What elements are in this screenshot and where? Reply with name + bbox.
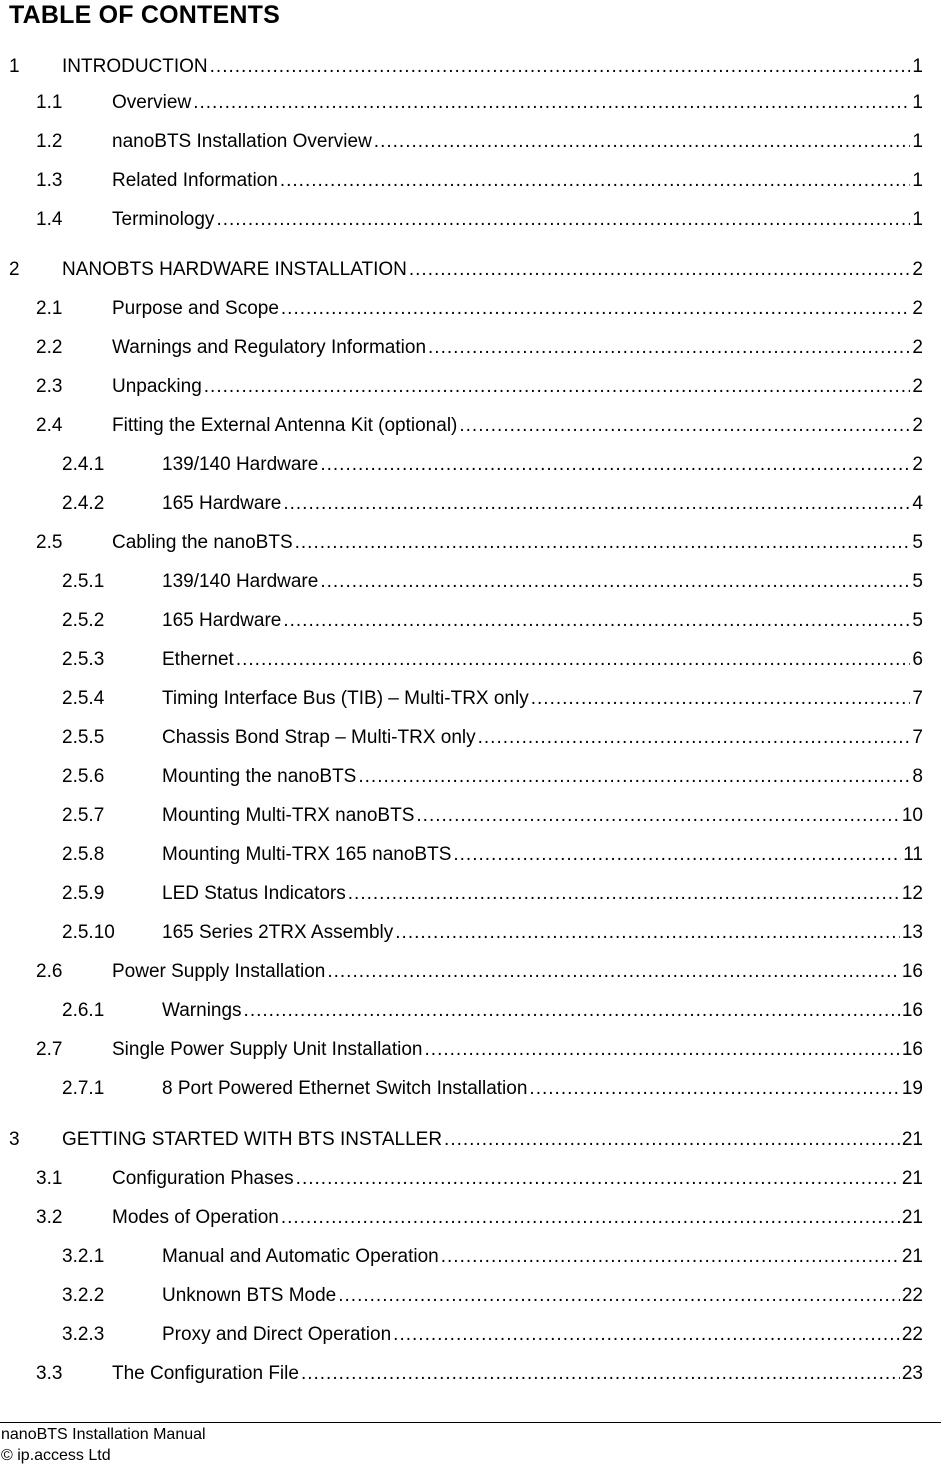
toc-entry-page-number: 12 (901, 883, 923, 904)
toc-entry-title: INTRODUCTION (62, 56, 208, 77)
toc-entry-title: nanoBTS Installation Overview (112, 131, 372, 152)
toc-entry[interactable] (0, 1363, 941, 1389)
toc-entry-title: Mounting Multi-TRX nanoBTS (162, 805, 415, 826)
toc-dot-leader (301, 1363, 900, 1385)
toc-entry-title: Ethernet (162, 649, 234, 670)
toc-dot-leader (428, 337, 910, 359)
toc-entry-title: 8 Port Powered Ethernet Switch Installation (162, 1078, 528, 1099)
toc-entry-number: 1.2 (36, 131, 63, 152)
toc-entry[interactable] (0, 1039, 941, 1065)
toc-entry[interactable] (0, 131, 941, 157)
toc-entry-number: 2.5.3 (62, 649, 105, 670)
toc-entry-title: Purpose and Scope (112, 298, 279, 319)
toc-entry-number: 3.2.2 (62, 1285, 105, 1306)
footer-document-title: nanoBTS Installation Manual (1, 1426, 206, 1443)
toc-dot-leader (320, 454, 910, 476)
toc-entry[interactable] (0, 1324, 941, 1350)
toc-entry-title: Modes of Operation (112, 1207, 279, 1228)
toc-entry-page-number: 7 (912, 688, 923, 709)
toc-entry-title: Overview (112, 92, 192, 113)
toc-dot-leader (216, 209, 910, 231)
toc-entry-title: Fitting the External Antenna Kit (optional) (112, 415, 458, 436)
toc-entry-number: 1 (9, 56, 20, 77)
toc-dot-leader (210, 56, 911, 78)
toc-entry[interactable] (0, 1207, 941, 1233)
toc-entry-page-number: 8 (912, 766, 923, 787)
toc-entry-page-number: 1 (912, 92, 923, 113)
toc-dot-leader (531, 688, 911, 710)
toc-entry-number: 2.5.5 (62, 727, 105, 748)
toc-entry-page-number: 23 (901, 1363, 923, 1384)
toc-entry[interactable] (0, 571, 941, 597)
toc-entry-page-number: 21 (901, 1129, 923, 1150)
toc-entry-title: Manual and Automatic Operation (162, 1246, 439, 1267)
footer-divider (0, 1422, 941, 1423)
toc-dot-leader (338, 1285, 900, 1307)
toc-entry-title: Mounting Multi-TRX 165 nanoBTS (162, 844, 452, 865)
toc-entry[interactable] (0, 259, 941, 285)
toc-entry-number: 2.1 (36, 298, 63, 319)
toc-dot-leader (416, 805, 899, 827)
toc-entry-number: 2.5.2 (62, 610, 105, 631)
toc-entry-page-number: 19 (901, 1078, 923, 1099)
toc-entry-page-number: 1 (912, 170, 923, 191)
toc-dot-leader (478, 727, 911, 749)
toc-entry-page-number: 1 (912, 131, 923, 152)
toc-entry-page-number: 2 (912, 337, 923, 358)
toc-entry-number: 2.4 (36, 415, 63, 436)
toc-entry-page-number: 2 (912, 298, 923, 319)
toc-entry[interactable] (0, 883, 941, 909)
toc-entry-title: GETTING STARTED WITH BTS INSTALLER (62, 1129, 443, 1150)
toc-entry-number: 2.5.4 (62, 688, 105, 709)
toc-dot-leader (244, 1000, 900, 1022)
toc-entry-title: Single Power Supply Unit Installation (112, 1039, 423, 1060)
toc-entry-page-number: 1 (912, 209, 923, 230)
toc-entry-page-number: 16 (901, 961, 923, 982)
toc-entry-number: 2.5.10 (62, 922, 115, 943)
toc-entry-page-number: 2 (912, 454, 923, 475)
toc-entry-number: 3.2.1 (62, 1246, 105, 1267)
toc-entry-title: NANOBTS HARDWARE INSTALLATION (62, 259, 407, 280)
toc-entry-page-number: 22 (901, 1285, 923, 1306)
toc-dot-leader (320, 571, 910, 593)
toc-entry[interactable] (0, 805, 941, 831)
toc-entry-page-number: 5 (912, 571, 923, 592)
toc-entry-number: 3.3 (36, 1363, 63, 1384)
toc-entry[interactable] (0, 56, 941, 82)
toc-entry[interactable] (0, 961, 941, 987)
toc-entry[interactable] (0, 209, 941, 235)
toc-dot-leader (348, 883, 900, 905)
toc-entry[interactable] (0, 532, 941, 558)
toc-entry-page-number: 21 (901, 1207, 923, 1228)
toc-dot-leader (453, 844, 901, 866)
toc-entry[interactable] (0, 415, 941, 441)
toc-dot-leader (409, 259, 911, 281)
toc-entry-page-number: 2 (912, 376, 923, 397)
toc-entry[interactable] (0, 1168, 941, 1194)
toc-entry-title: 165 Hardware (162, 610, 282, 631)
page-title: TABLE OF CONTENTS (9, 1, 280, 29)
toc-dot-leader (281, 1207, 900, 1229)
toc-dot-leader (281, 298, 911, 320)
toc-entry-title: The Configuration File (112, 1363, 299, 1384)
toc-entry-page-number: 2 (912, 259, 923, 280)
toc-dot-leader (283, 610, 910, 632)
toc-entry-title: 165 Series 2TRX Assembly (162, 922, 394, 943)
toc-entry-number: 1.1 (36, 92, 63, 113)
toc-entry-number: 2.5.9 (62, 883, 105, 904)
toc-dot-leader (295, 532, 911, 554)
toc-entry-number: 1.3 (36, 170, 63, 191)
toc-entry-page-number: 1 (912, 56, 923, 77)
toc-dot-leader (395, 922, 900, 944)
toc-entry-title: Terminology (112, 209, 215, 230)
toc-entry-page-number: 21 (901, 1168, 923, 1189)
toc-entry-title: 165 Hardware (162, 493, 282, 514)
toc-entry-number: 2.3 (36, 376, 63, 397)
toc-entry[interactable] (0, 922, 941, 948)
toc-entry-number: 2.4.2 (62, 493, 105, 514)
toc-entry[interactable] (0, 493, 941, 519)
toc-dot-leader (425, 1039, 900, 1061)
toc-entry-title: Timing Interface Bus (TIB) – Multi-TRX only (162, 688, 529, 709)
toc-entry-title: Chassis Bond Strap – Multi-TRX only (162, 727, 476, 748)
toc-entry-number: 3.1 (36, 1168, 63, 1189)
toc-entry-number: 1.4 (36, 209, 63, 230)
toc-entry[interactable] (0, 337, 941, 363)
toc-entry-page-number: 6 (912, 649, 923, 670)
toc-entry-number: 2.6.1 (62, 1000, 105, 1021)
footer-copyright: © ip.access Ltd (1, 1447, 111, 1464)
toc-entry[interactable] (0, 1129, 941, 1155)
toc-entry-number: 2.5 (36, 532, 63, 553)
toc-entry-title: Unpacking (112, 376, 202, 397)
toc-entry-number: 2 (9, 259, 20, 280)
toc-entry[interactable] (0, 649, 941, 675)
toc-entry[interactable] (0, 1246, 941, 1272)
toc-dot-leader (358, 766, 910, 788)
toc-entry-number: 2.2 (36, 337, 63, 358)
toc-entry[interactable] (0, 1285, 941, 1311)
toc-dot-leader (236, 649, 911, 671)
toc-dot-leader (444, 1129, 900, 1151)
toc-entry-title: Proxy and Direct Operation (162, 1324, 392, 1345)
toc-entry-title: 139/140 Hardware (162, 454, 319, 475)
toc-dot-leader (529, 1078, 899, 1100)
toc-entry-number: 2.7 (36, 1039, 63, 1060)
toc-entry-title: Configuration Phases (112, 1168, 294, 1189)
toc-entry-title: Warnings (162, 1000, 242, 1021)
toc-dot-leader (204, 376, 911, 398)
toc-entry-title: Cabling the nanoBTS (112, 532, 293, 553)
toc-dot-leader (441, 1246, 900, 1268)
toc-entry-page-number: 16 (901, 1039, 923, 1060)
toc-entry-number: 2.5.8 (62, 844, 105, 865)
toc-entry[interactable] (0, 766, 941, 792)
toc-dot-leader (374, 131, 911, 153)
toc-entry-title: LED Status Indicators (162, 883, 346, 904)
toc-entry-number: 2.6 (36, 961, 63, 982)
toc-entry-page-number: 13 (901, 922, 923, 943)
toc-entry[interactable] (0, 454, 941, 480)
toc-entry[interactable] (0, 727, 941, 753)
toc-entry[interactable] (0, 376, 941, 402)
toc-entry-title: 139/140 Hardware (162, 571, 319, 592)
toc-entry-page-number: 5 (912, 610, 923, 631)
toc-dot-leader (327, 961, 900, 983)
toc-entry-title: Warnings and Regulatory Information (112, 337, 427, 358)
toc-entry-page-number: 21 (901, 1246, 923, 1267)
toc-entry-title: Unknown BTS Mode (162, 1285, 337, 1306)
toc-entry-page-number: 22 (901, 1324, 923, 1345)
toc-entry-title: Mounting the nanoBTS (162, 766, 357, 787)
toc-dot-leader (280, 170, 911, 192)
toc-entry-page-number: 5 (912, 532, 923, 553)
toc-entry[interactable] (0, 92, 941, 118)
toc-entry-number: 3.2 (36, 1207, 63, 1228)
toc-entry[interactable] (0, 170, 941, 196)
toc-entry-page-number: 2 (912, 415, 923, 436)
toc-entry-page-number: 4 (912, 493, 923, 514)
toc-entry-number: 3.2.3 (62, 1324, 105, 1345)
toc-dot-leader (296, 1168, 900, 1190)
toc-entry[interactable] (0, 1000, 941, 1026)
toc-entry-page-number: 11 (903, 844, 923, 865)
toc-entry-title: Power Supply Installation (112, 961, 326, 982)
toc-entry-number: 2.5.6 (62, 766, 105, 787)
toc-entry[interactable] (0, 1078, 941, 1104)
toc-dot-leader (459, 415, 910, 437)
toc-entry-title: Related Information (112, 170, 278, 191)
toc-entry-number: 2.7.1 (62, 1078, 105, 1099)
toc-entry-number: 2.5.7 (62, 805, 105, 826)
toc-dot-leader (283, 493, 910, 515)
toc-dot-leader (393, 1324, 900, 1346)
toc-entry-page-number: 10 (901, 805, 923, 826)
toc-entry-page-number: 7 (912, 727, 923, 748)
toc-entry[interactable] (0, 844, 941, 870)
toc-entry-page-number: 16 (901, 1000, 923, 1021)
toc-entry-number: 3 (9, 1129, 20, 1150)
toc-entry[interactable] (0, 610, 941, 636)
toc-dot-leader (193, 92, 910, 114)
toc-entry-number: 2.5.1 (62, 571, 105, 592)
toc-entry-number: 2.4.1 (62, 454, 105, 475)
toc-entry[interactable] (0, 688, 941, 714)
toc-entry[interactable] (0, 298, 941, 324)
